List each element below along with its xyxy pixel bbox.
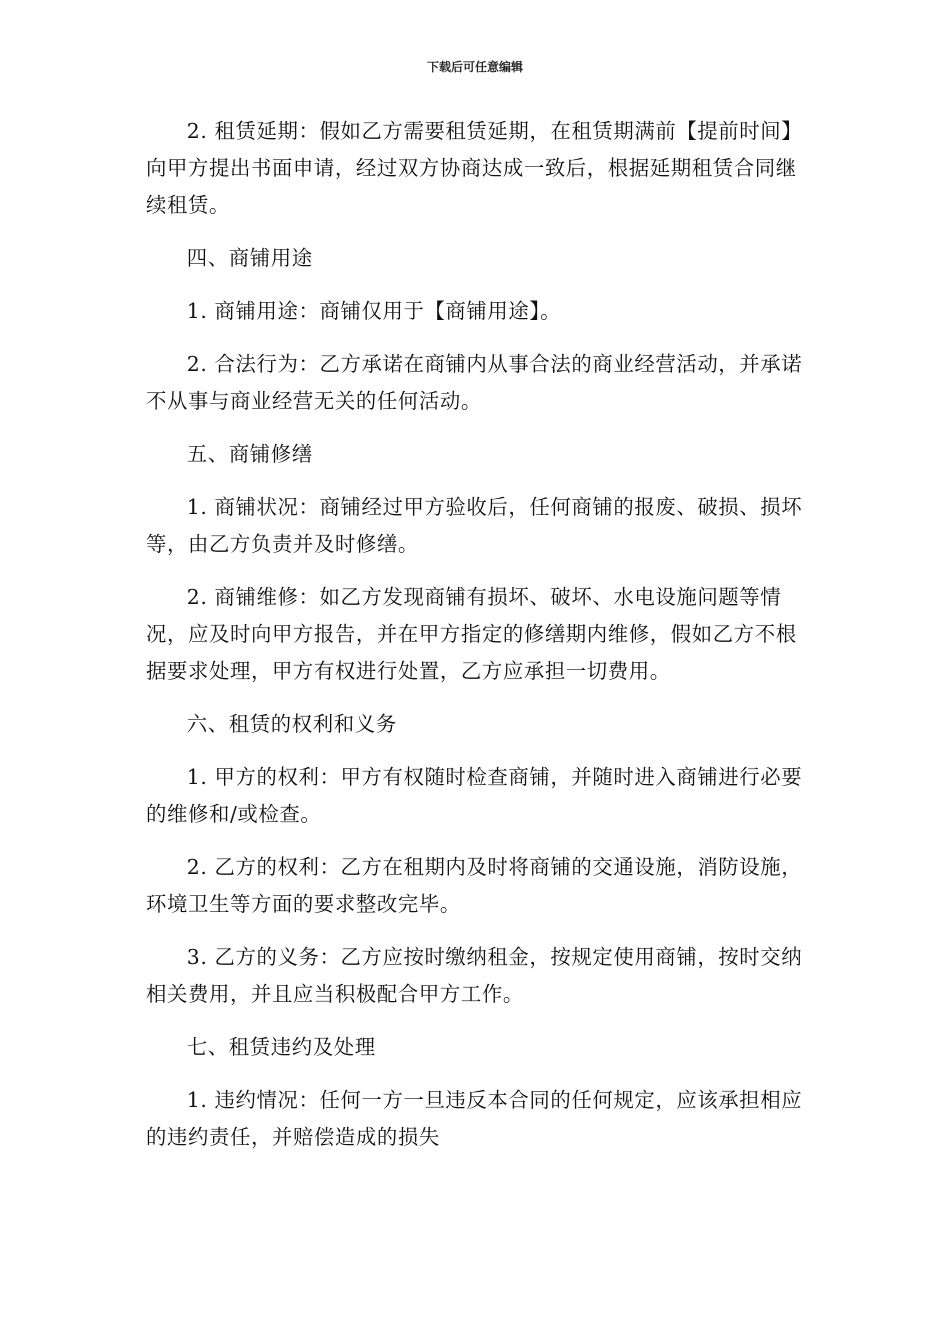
paragraph-legal-conduct: 2. 合法行为：乙方承诺在商铺内从事合法的商业经营活动，并承诺不从事与商业经营无关的任何活动。 [146, 352, 803, 413]
section-heading-breach: 七、租赁违约及处理 [186, 1035, 376, 1059]
paragraph-shop-condition: 1. 商铺状况：商铺经过甲方验收后，任何商铺的报废、破损、损坏等，由乙方负责并及时修缮。 [146, 495, 803, 556]
paragraph-party-a-rights: 1. 甲方的权利：甲方有权随时检查商铺，并随时进入商铺进行必要的维修和/或检查。 [146, 765, 803, 826]
page-header: 下载后可任意编辑 [426, 60, 523, 74]
section-heading-rights-duties: 六、租赁的权利和义务 [186, 712, 397, 736]
paragraph-party-b-rights: 2. 乙方的权利：乙方在租期内及时将商铺的交通设施，消防设施，环境卫生等方面的要求整改完毕。 [146, 855, 803, 916]
paragraph-shop-use: 1. 商铺用途：商铺仅用于【商铺用途】。 [186, 299, 562, 323]
document-body [146, 113, 806, 1172]
paragraph-shop-maintenance: 2. 商铺维修：如乙方发现商铺有损坏、破坏、水电设施问题等情况，应及时向甲方报告，并在甲方指定的修缮期内维修，假如乙方不根据要求处理，甲方有权进行处置，乙方应承担一切费用。 [146, 585, 797, 683]
paragraph-lease-extension: 2. 租赁延期：假如乙方需要租赁延期，在租赁期满前【提前时间】向甲方提出书面申请，经过双方协商达成一致后，根据延期租赁合同继续租赁。 [146, 119, 803, 217]
section-heading-shop-repair: 五、商铺修缮 [186, 442, 313, 466]
section-heading-shop-use: 四、商铺用途 [186, 246, 313, 270]
paragraph-party-b-duties: 3. 乙方的义务：乙方应按时缴纳租金，按规定使用商铺，按时交纳相关费用，并且应当积极配合甲方工作。 [146, 945, 803, 1006]
paragraph-breach-situation: 1. 违约情况：任何一方一旦违反本合同的任何规定，应该承担相应的违约责任，并赔偿造成的损失 [146, 1088, 803, 1149]
